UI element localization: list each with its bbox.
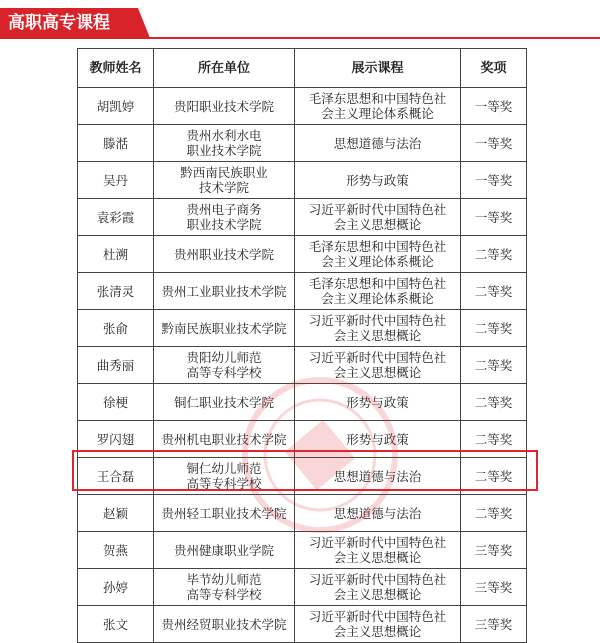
unit-text: 铜仁幼儿师范 高等专科学校 xyxy=(186,461,262,491)
unit-text: 贵州职业技术学院 xyxy=(173,246,274,262)
cell-award xyxy=(461,421,527,458)
table-row xyxy=(78,236,527,273)
name-text: 吴丹 xyxy=(102,172,128,188)
cell-name xyxy=(78,162,154,199)
table-row xyxy=(78,199,527,236)
table-header-row xyxy=(78,49,527,88)
cell-award xyxy=(461,347,527,384)
cell-unit xyxy=(154,384,295,421)
award-text: 三等奖 xyxy=(474,616,513,632)
cell-course xyxy=(295,236,461,273)
cell-course xyxy=(295,606,461,643)
course-text: 习近平新时代中国特色社 会主义思想概论 xyxy=(308,572,447,602)
course-text: 毛泽东思想和中国特色社 会主义理论体系概论 xyxy=(308,91,447,121)
cell-award xyxy=(461,569,527,606)
cell-award xyxy=(461,532,527,569)
cell-name xyxy=(78,125,154,162)
course-text: 形势与政策 xyxy=(346,172,409,188)
table-row xyxy=(78,569,527,606)
table-row xyxy=(78,347,527,384)
course-text: 思想道德与法治 xyxy=(333,468,422,484)
header-teacher-name: 教师姓名 xyxy=(78,49,154,88)
name-text: 滕湉 xyxy=(102,135,128,151)
cell-name xyxy=(78,606,154,643)
award-text: 二等奖 xyxy=(474,320,513,336)
award-text: 二等奖 xyxy=(474,246,513,262)
course-text: 习近平新时代中国特色社 会主义思想概论 xyxy=(308,313,447,343)
cell-name xyxy=(78,421,154,458)
cell-unit xyxy=(154,273,295,310)
name-text: 张俞 xyxy=(102,320,128,336)
course-text: 习近平新时代中国特色社 会主义思想概论 xyxy=(308,350,447,380)
award-text: 一等奖 xyxy=(474,209,513,225)
cell-course xyxy=(295,458,461,495)
header-course: 展示课程 xyxy=(295,49,461,88)
unit-text: 贵州水利水电 职业技术学院 xyxy=(186,128,262,158)
cell-name xyxy=(78,88,154,125)
unit-text: 贵阳幼儿师范 高等专科学校 xyxy=(186,350,262,380)
cell-unit xyxy=(154,310,295,347)
table-row xyxy=(78,310,527,347)
cell-name xyxy=(78,569,154,606)
cell-course xyxy=(295,569,461,606)
name-text: 罗闪翅 xyxy=(96,431,135,447)
name-text: 曲秀丽 xyxy=(96,357,135,373)
cell-unit xyxy=(154,88,295,125)
award-text: 一等奖 xyxy=(474,135,513,151)
award-text: 二等奖 xyxy=(474,283,513,299)
table-body xyxy=(78,88,527,643)
section-banner xyxy=(0,0,150,40)
table-row xyxy=(78,162,527,199)
cell-name xyxy=(78,458,154,495)
course-text: 习近平新时代中国特色社 会主义思想概论 xyxy=(308,609,447,639)
cell-unit xyxy=(154,347,295,384)
cell-name xyxy=(78,532,154,569)
table-row xyxy=(78,532,527,569)
award-text: 二等奖 xyxy=(474,505,513,521)
cell-unit xyxy=(154,458,295,495)
unit-text: 贵州电子商务 职业技术学院 xyxy=(186,202,262,232)
unit-text: 黔西南民族职业 技术学院 xyxy=(180,165,268,195)
cell-unit xyxy=(154,495,295,532)
table-row xyxy=(78,384,527,421)
unit-text: 黔南民族职业技术学院 xyxy=(161,320,287,336)
cell-course xyxy=(295,162,461,199)
unit-text: 贵州经贸职业技术学院 xyxy=(161,616,287,632)
unit-text: 贵州健康职业学院 xyxy=(173,542,274,558)
cell-name xyxy=(78,495,154,532)
awards-table xyxy=(77,48,527,643)
cell-award xyxy=(461,273,527,310)
table-row-highlighted xyxy=(78,458,527,495)
award-text: 二等奖 xyxy=(474,357,513,373)
award-text: 三等奖 xyxy=(474,542,513,558)
table-row xyxy=(78,495,527,532)
course-text: 形势与政策 xyxy=(346,394,409,410)
cell-name xyxy=(78,310,154,347)
cell-award xyxy=(461,199,527,236)
unit-text: 贵州机电职业技术学院 xyxy=(161,431,287,447)
course-text: 形势与政策 xyxy=(346,431,409,447)
section-divider xyxy=(0,37,600,39)
unit-text: 铜仁职业技术学院 xyxy=(173,394,274,410)
name-text: 徐梗 xyxy=(102,394,128,410)
cell-name xyxy=(78,273,154,310)
cell-course xyxy=(295,495,461,532)
name-text: 胡凯婷 xyxy=(96,98,135,114)
award-text: 一等奖 xyxy=(474,172,513,188)
cell-course xyxy=(295,532,461,569)
course-text: 习近平新时代中国特色社 会主义思想概论 xyxy=(308,535,447,565)
cell-award xyxy=(461,495,527,532)
cell-name xyxy=(78,347,154,384)
table-row xyxy=(78,606,527,643)
course-text: 习近平新时代中国特色社 会主义思想概论 xyxy=(308,202,447,232)
award-text: 二等奖 xyxy=(474,394,513,410)
award-text: 一等奖 xyxy=(474,98,513,114)
award-text: 二等奖 xyxy=(474,468,513,484)
award-text: 二等奖 xyxy=(474,431,513,447)
cell-award xyxy=(461,88,527,125)
table-row xyxy=(78,421,527,458)
table-row xyxy=(78,273,527,310)
cell-course xyxy=(295,310,461,347)
name-text: 杜溯 xyxy=(102,246,128,262)
cell-unit xyxy=(154,236,295,273)
name-text: 贺燕 xyxy=(102,542,128,558)
name-text: 赵颖 xyxy=(102,505,128,521)
header-unit: 所在单位 xyxy=(154,49,295,88)
cell-course xyxy=(295,199,461,236)
cell-unit xyxy=(154,532,295,569)
cell-course xyxy=(295,347,461,384)
cell-course xyxy=(295,273,461,310)
cell-award xyxy=(461,236,527,273)
cell-course xyxy=(295,88,461,125)
table-row xyxy=(78,88,527,125)
unit-text: 贵州轻工职业技术学院 xyxy=(161,505,287,521)
cell-name xyxy=(78,199,154,236)
award-text: 三等奖 xyxy=(474,579,513,595)
cell-course xyxy=(295,421,461,458)
section-title: 高职高专课程 xyxy=(8,13,110,33)
cell-award xyxy=(461,162,527,199)
cell-award xyxy=(461,384,527,421)
cell-name xyxy=(78,384,154,421)
cell-unit xyxy=(154,421,295,458)
cell-unit xyxy=(154,606,295,643)
cell-course xyxy=(295,125,461,162)
unit-text: 贵阳职业技术学院 xyxy=(173,98,274,114)
course-text: 毛泽东思想和中国特色社 会主义理论体系概论 xyxy=(308,239,447,269)
cell-award xyxy=(461,310,527,347)
unit-text: 毕节幼儿师范 高等专科学校 xyxy=(186,572,262,602)
name-text: 张清灵 xyxy=(96,283,135,299)
name-text: 张文 xyxy=(102,616,128,632)
name-text: 孙婷 xyxy=(102,579,128,595)
cell-award xyxy=(461,125,527,162)
unit-text: 贵州工业职业技术学院 xyxy=(161,283,287,299)
table-row xyxy=(78,125,527,162)
cell-unit xyxy=(154,125,295,162)
course-text: 思想道德与法治 xyxy=(333,505,422,521)
name-text: 袁彩霞 xyxy=(96,209,135,225)
course-text: 毛泽东思想和中国特色社 会主义理论体系概论 xyxy=(308,276,447,306)
cell-award xyxy=(461,606,527,643)
cell-unit xyxy=(154,199,295,236)
cell-award xyxy=(461,458,527,495)
cell-unit xyxy=(154,569,295,606)
course-text: 思想道德与法治 xyxy=(333,135,422,151)
name-text: 王合磊 xyxy=(96,468,135,484)
cell-course xyxy=(295,384,461,421)
cell-name xyxy=(78,236,154,273)
cell-unit xyxy=(154,162,295,199)
header-award: 奖项 xyxy=(461,49,527,88)
